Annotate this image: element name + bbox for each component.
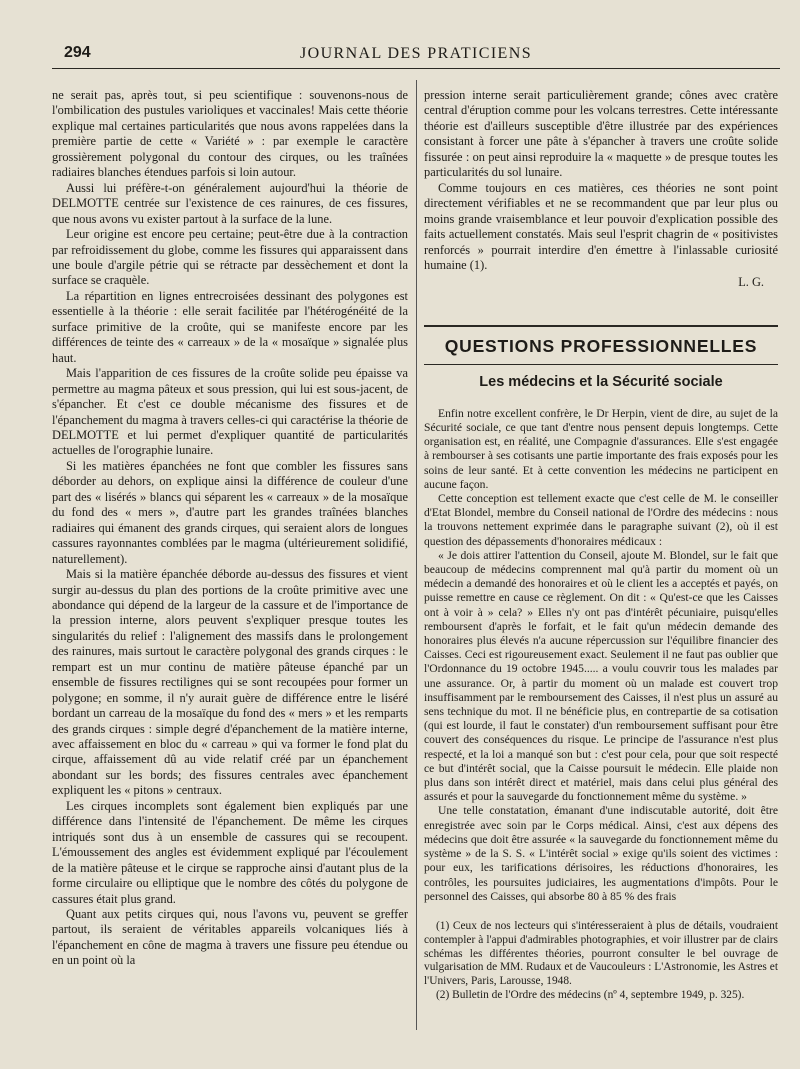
paragraph: Cette conception est tellement exacte que c'est celle de M. le conseiller d'Etat Blondel, membre du Conseil national de l'Ordre des médecins : nous la trouvons nettement exprimée dans le paragraphe suivant (2), où il est question des dépassements d'honoraires médicaux : [424, 492, 778, 548]
paragraph: Comme toujours en ces matières, ces théories ne sont point directement vérifiables et ne se recommandent que par leur plus ou moins grande vraisemblance et leur pouvoir d'explication possible des faits actuellement constatés. Mais seul l'esprit chagrin de « positivistes renforcés » pourrait interdire d'en émettre à l'inlassable curiosité humaine (1). [424, 180, 778, 272]
section-title: QUESTIONS PROFESSIONNELLES [424, 325, 778, 365]
paragraph: Mais l'apparition de ces fissures de la croûte solide peu épaisse va permettre au magma pâteux et sous pression, qui lui est sous-jacent, de s'épancher. Et c'est ce double mécanisme des fissures et de l'épanchement du magma à travers celles-ci qui caractérise la théorie de DELMOTTE et lui permet d'expliquer quantité de particularités actuelles de l'orographie lunaire. [52, 366, 408, 458]
paragraph: Si les matières épanchées ne font que combler les fissures sans déborder au dehors, on explique ainsi la différence de couleur d'une part des « lisérés » blancs qui séparent les « carreaux » de la mosaïque du fond des « mers », d'autre part les grandes traînées blanches radiaires qui émanent des grands cirques, qui seraient alors de longues cassures rayonnantes comblées par le magma (ultérieurement solidifié, naturellement). [52, 458, 408, 566]
article-title: Les médecins et la Sécurité sociale [479, 374, 723, 391]
paragraph: Quant aux petits cirques qui, nous l'avons vu, peuvent se greffer partout, ils seraient de véritables appareils volcaniques liés à l'épanchement en cône de magma à travers une fissure peu étendue ou en un point où la [52, 907, 408, 968]
paragraph: Enfin notre excellent confrère, le Dr Herpin, vient de dire, au sujet de la Sécurité sociale, ce que tant d'entre nous pensent depuis longtemps. Cette organisation est, en réalité, une Compagnie d'assurances. Elle s'est engagée à rembourser à ses cotisants une partie importante des frais exposés pour les soins de leur santé. Et à cette convention les médecins ne participent en aucune façon. [424, 406, 778, 491]
paragraph: La répartition en lignes entrecroisées dessinant des polygones est essentielle à la théorie : elle serait facilitée par l'hétérogénéité de la surface primitive de la croûte, qui se manifeste encore par les différences de teinte des « carreaux » de la « mosaïque » signalée plus haut. [52, 288, 408, 365]
quote-paragraph: « Je dois attirer l'attention du Conseil, ajoute M. Blondel, sur le fait que beaucoup de médecins comprennent mal qu'à partir du moment où un médecin a demandé des honoraires et où le client les a acceptés et payés, on puisse remettre en cause ce règlement. On dit : « Qu'est-ce que les Caisses ont à voir à » cela? » Elles n'y ont pas d'intérêt pécuniaire, puisqu'elles remboursent d'après le forfait, et le fait qu'un médecin demande des honoraires plus élevés n'a aucune répercussion sur l'équilibre financier des Caisses. Ceci est rigoureusement exact. Seulement il ne faut pas oublier que l'Ordonnance du 19 octobre 1945..... a voulu couvrir tous les malades par une assurance. Or, à partir du moment où un malade est couvert trop insuffisamment par le remboursement des Caisses, il n'est plus un assuré au sens technique du mot. Il ne bénéficie plus, en contrepartie de sa cotisation (qui est lourde, il faut le constater) d'un remboursement suffisant pour être couvert des conséquences du risque. Le principe de l'assurance n'est plus respecté, et la loi a manqué son but : c'est pour cela, pour que soit respecté ce but d'intérêt social, que la Caisse poursuit le médecin. Elle plaide non plus dans son intérêt direct et matériel, mais dans celui plus général des assurés et pour la sauvegarde du fonctionnement même du système. » [424, 548, 778, 804]
page-header [52, 44, 780, 69]
paragraph: Une telle constatation, émanant d'une indiscutable autorité, doit être enregistrée avec soin par le Corps médical. Ainsi, c'est aux dépens des médecins que doit être assurée « la sauvegarde du fonctionnement même du système » de la S. S. « L'intérêt social » exige qu'ils soient des victimes : pour eux, les tarifications dérisoires, les réductions d'honoraires, les contrôles, les poursuites judiciaires, les augmentations d'impôts. Pour le personnel des Caisses, qui absorbe 80 à 85 % des frais [424, 804, 778, 903]
running-title: JOURNAL DES PRATICIENS [299, 45, 532, 62]
paragraph: ne serait pas, après tout, si peu scientifique : souvenons-nous de l'ombilication des pustules varioliques et vaccinales! Mais cette théorie explique mal certaines particularités que nous avons rappelées dans la première partie de cette « Variété » : par exemple le caractère grossièrement polygonal du contour des cirques, ou les traînées radiaires blanches étendues parfois si loin autour. [52, 88, 408, 180]
footnotes [424, 920, 778, 1003]
left-column [52, 88, 408, 969]
paragraph: pression interne serait particulièrement grande; cônes avec cratère central d'éruption comme pour les volcans terrestres. Cette intéressante théorie est d'ailleurs susceptible d'être illustrée par des expériences consistant à forcer une pâte à s'épancher à travers une croûte solide fissurée : on peut ainsi reproduire la « maquette » de presque toutes les particularités du sol lunaire. [424, 88, 778, 180]
paragraph: Leur origine est encore peu certaine; peut-être due à la contraction par refroidissement du globe, comme les fissures qui apparaissent dans une boule d'argile pétrie qui se rétracte par dessèchement et dont la surface se craquèle. [52, 227, 408, 288]
right-column [424, 88, 778, 1003]
paragraph: Les cirques incomplets sont également bien expliqués par une différence dans l'intensité de l'épanchement. De même les cirques intriqués sont dus à un ensemble de cassures qui se recoupent. L'émoussement des angles est évidemment expliqué par l'écoulement de la matière pâteuse et le cirque se rapproche ainsi d'autant plus de la forme circulaire ou elliptique que le nombre des côtés du polygone de cassures était plus grand. [52, 798, 408, 906]
paragraph: Aussi lui préfère-t-on généralement aujourd'hui la théorie de DELMOTTE centrée sur l'existence de ces rainures, de ces fissures, que nous avons vu exister partout à la surface de la lune. [52, 180, 408, 226]
article-body [424, 407, 778, 904]
footnote: (1) Ceux de nos lecteurs qui s'intéresseraient à plus de détails, voudraient contempler à l'appui d'admirables photographies, et voir illustrer par de clairs schémas les différentes théories, pourront consulter le bel ouvrage de vulgarisation de MM. Rudaux et de Vaucouleurs : L'Astronomie, les Astres et l'Univers, Paris, Larousse, 1948. [424, 919, 778, 988]
author-signature: L. G. [738, 275, 764, 290]
footnote: (2) Bulletin de l'Ordre des médecins (nº 4, septembre 1949, p. 325). [436, 988, 745, 1001]
paragraph: Mais si la matière épanchée déborde au-dessus des fissures et vient surgir au-dessus du plan des portions de la croûte primitive avec une abondance qui dépend de la largeur de la cassure et de l'importance de la pression interne, alors peuvent s'expliquer presque toutes les singularités du relief : l'alignement des massifs dans le prolongement des rainures, mais surtout le caractère polygonal des grands cirques : le rempart est un mur continu de matière pâteuse épanché par un ensemble de fissures rectilignes qui se sont recoupées pour former un polygone; en somme, il n'y aurait guère de différence entre le liséré bordant un carreau de la mosaïque du fond des « mers » et les remparts des grands cirques : simple degré d'épanchement de la matière interne, avec affaissement en bloc du « carreau » qui va former le fond plat du cirque, affaissement dû au vide relatif créé par un épanchement abondant sur les bords; des fissures centrales avec épanchement expliquent les « pitons » centraux. [52, 567, 408, 798]
column-divider [416, 80, 417, 1030]
page-number: 294 [64, 44, 91, 61]
